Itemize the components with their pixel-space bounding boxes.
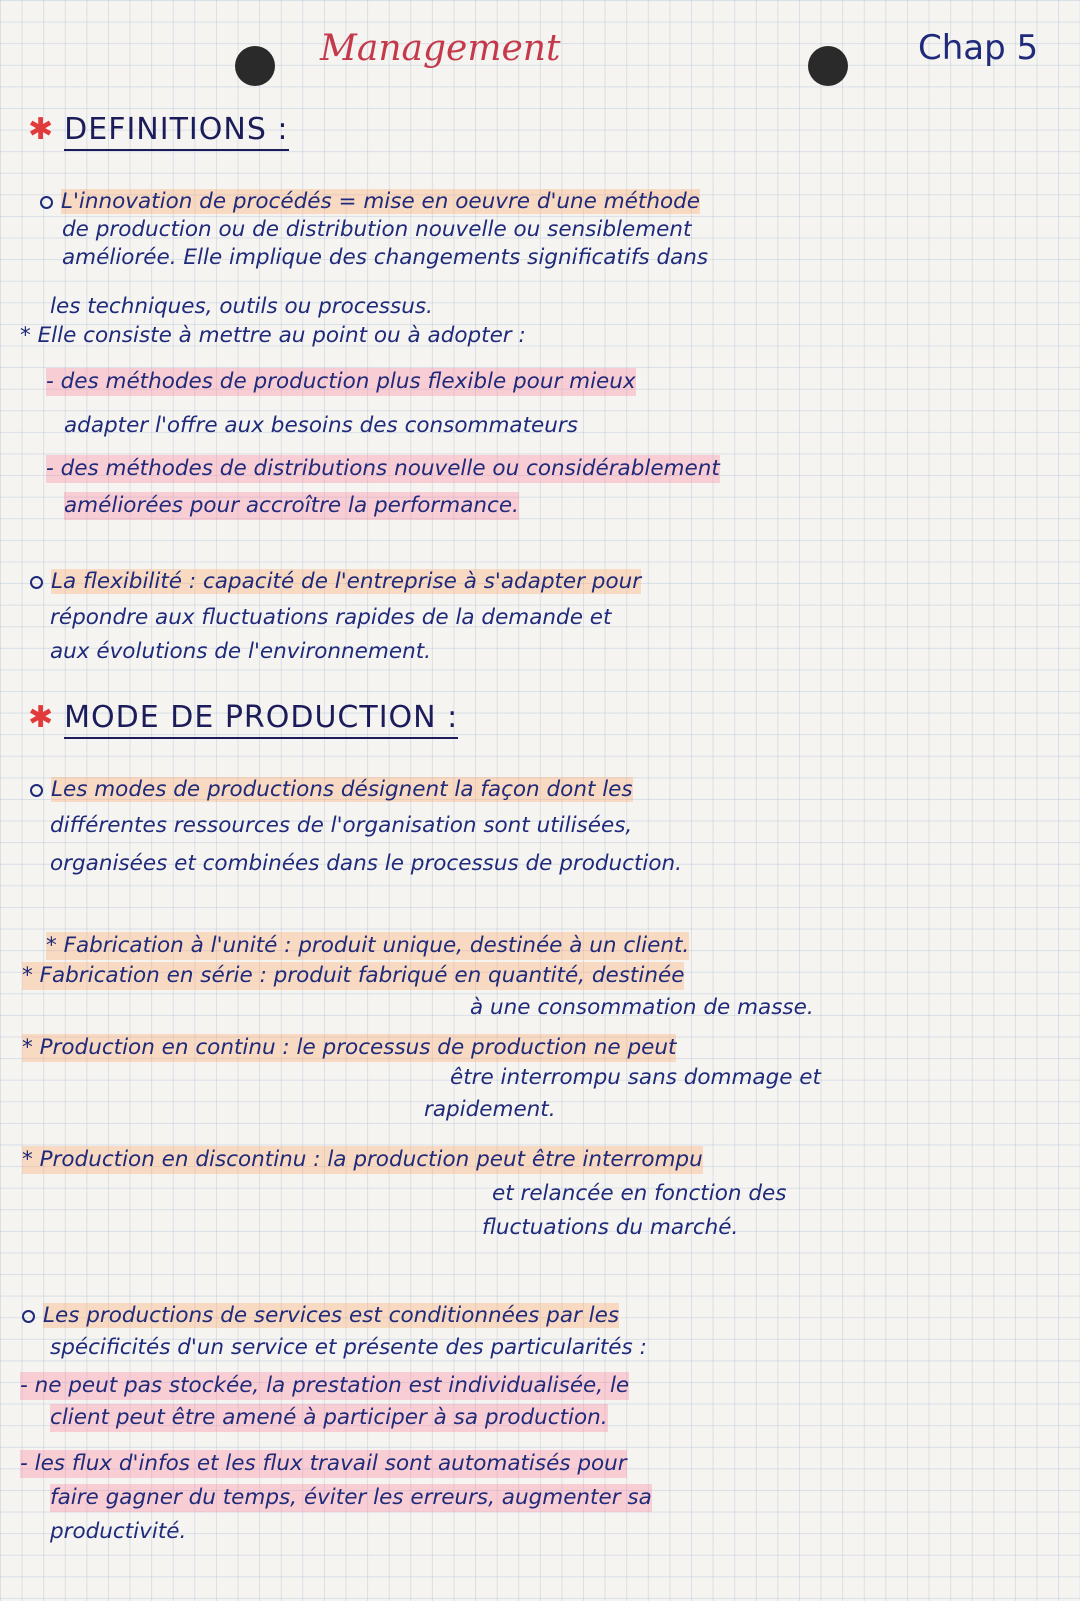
text-line: de production ou de distribution nouvelle ou sensiblement [62, 217, 692, 242]
text-line: être interrompu sans dommage et [450, 1065, 821, 1090]
chapter-label: Chap 5 [918, 28, 1039, 68]
text-line: - ne peut pas stockée, la prestation est individualisée, le [20, 1373, 630, 1398]
text-line: organisées et combinées dans le processus de production. [50, 851, 682, 876]
text-line: rapidement. [424, 1097, 556, 1122]
text-line: à une consommation de masse. [470, 995, 814, 1020]
text-line: - les flux d'infos et les flux travail sont automatisés pour [20, 1451, 627, 1476]
text-line: et relancée en fonction des [492, 1181, 787, 1206]
binder-hole-left [235, 46, 275, 86]
text-line: * Fabrication en série : produit fabriqué en quantité, destinée [22, 963, 685, 988]
text-line: Les modes de productions désignent la façon dont les [30, 776, 633, 804]
binder-hole-right [808, 46, 848, 86]
text-line: améliorée. Elle implique des changements significatifs dans [62, 245, 709, 270]
text-line: faire gagner du temps, éviter les erreurs, augmenter sa [50, 1485, 652, 1510]
text-line: - des méthodes de production plus flexible pour mieux [46, 369, 636, 394]
text-line: * Production en continu : le processus de production ne peut [22, 1035, 677, 1060]
text-line: L'innovation de procédés = mise en oeuvre d'une méthode [40, 188, 700, 216]
text-line: adapter l'offre aux besoins des consommateurs [64, 413, 578, 438]
bullet-icon [22, 1310, 35, 1323]
text-line: La flexibilité : capacité de l'entreprise à s'adapter pour [30, 568, 641, 596]
text-line: * Fabrication à l'unité : produit unique, destinée à un client. [46, 933, 690, 958]
asterisk-icon: ✱ [28, 700, 55, 735]
text-line: * Elle consiste à mettre au point ou à adopter : [20, 323, 526, 348]
text-line: répondre aux fluctuations rapides de la demande et [50, 605, 612, 630]
asterisk-icon: ✱ [28, 112, 55, 147]
text-line: Les productions de services est conditionnées par les [22, 1302, 619, 1330]
text-line: améliorées pour accroître la performance. [64, 493, 519, 518]
text-line: aux évolutions de l'environnement. [50, 639, 431, 664]
text-line: - des méthodes de distributions nouvelle ou considérablement [46, 456, 720, 481]
bullet-icon [30, 784, 43, 797]
text-line: * Production en discontinu : la production peut être interrompu [22, 1147, 703, 1172]
text-line: spécificités d'un service et présente des particularités : [50, 1335, 647, 1360]
section-heading-definitions: ✱ DEFINITIONS : [28, 112, 289, 147]
text-line: client peut être amené à participer à sa production. [50, 1405, 608, 1430]
bullet-icon [40, 196, 53, 209]
text-line: les techniques, outils ou processus. [50, 294, 433, 319]
section-heading-mode-de-production: ✱ MODE DE PRODUCTION : [28, 700, 458, 735]
text-line: productivité. [50, 1519, 187, 1544]
bullet-icon [30, 576, 43, 589]
text-line: fluctuations du marché. [482, 1215, 739, 1240]
text-line: différentes ressources de l'organisation sont utilisées, [50, 813, 633, 838]
page-title: Management [320, 28, 561, 69]
